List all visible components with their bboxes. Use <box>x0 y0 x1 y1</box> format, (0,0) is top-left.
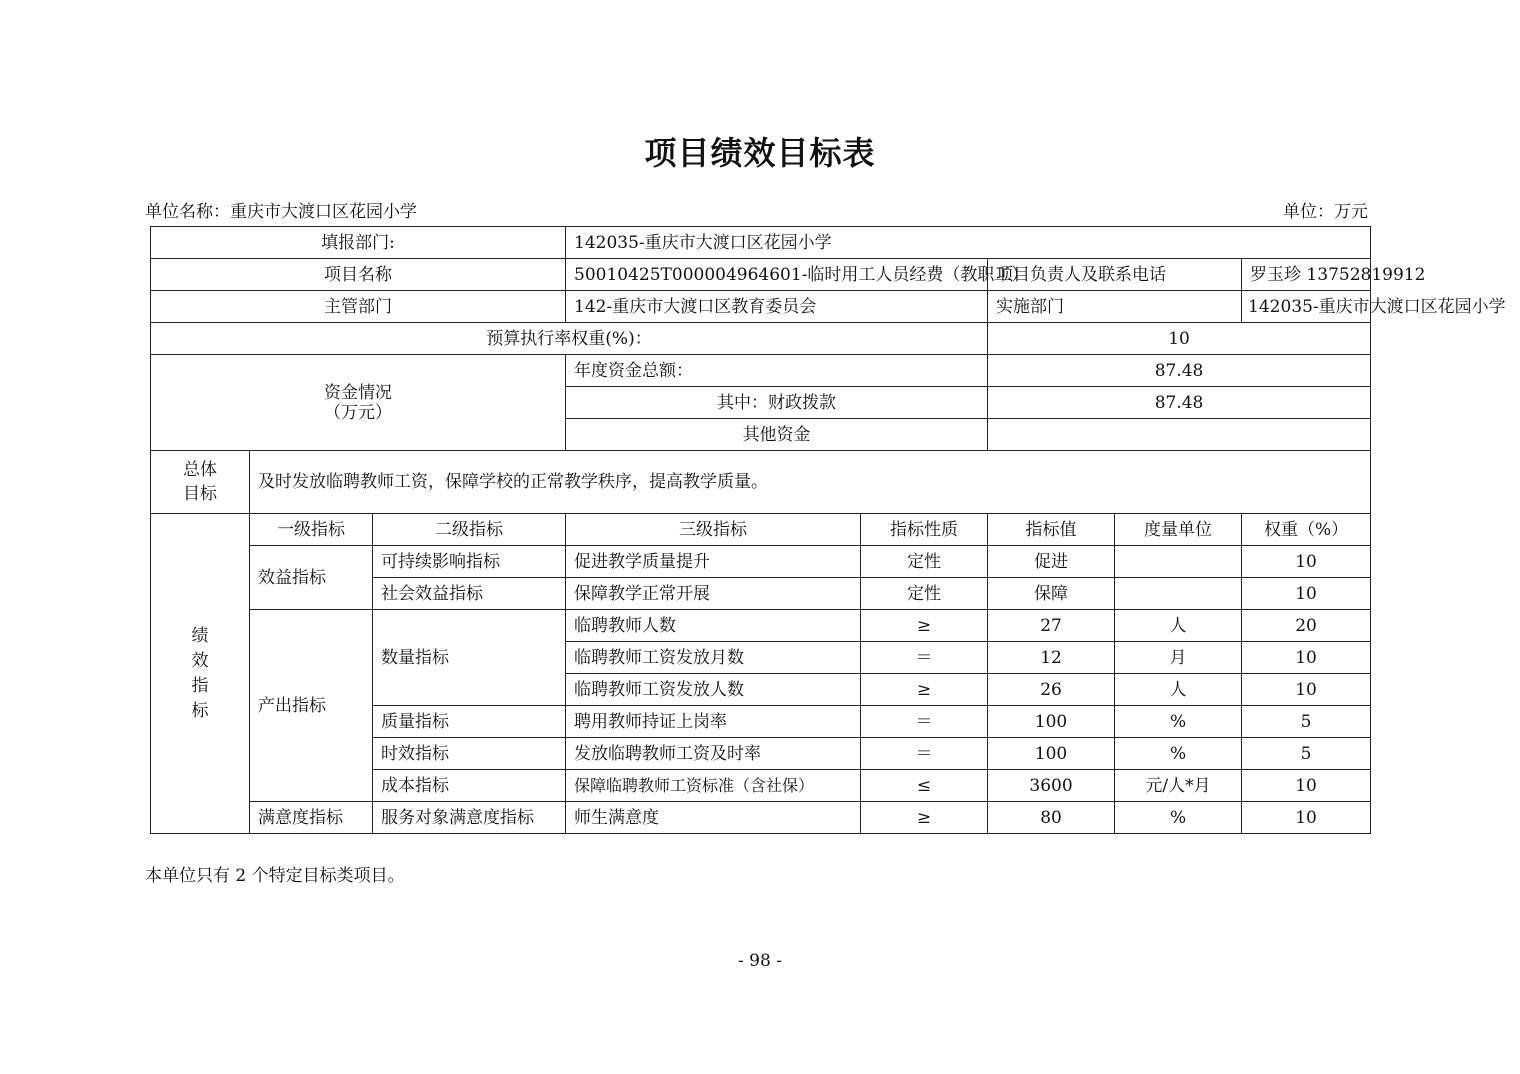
level3-name: 发放临聘教师工资及时率 <box>566 738 861 770</box>
supervisor-label: 主管部门 <box>151 291 566 323</box>
funds-label-line1: 资金情况 <box>324 382 393 403</box>
project-name-label: 项目名称 <box>151 259 566 291</box>
indicator-unit <box>1115 546 1242 578</box>
perf-label-char: 指 <box>191 675 209 696</box>
project-name-value: 50010425T000004964601-临时用工人员经费（教职工） <box>566 259 988 291</box>
level1-benefit: 效益指标 <box>250 546 373 610</box>
header-level3: 三级指标 <box>566 514 861 546</box>
level2-quantity: 数量指标 <box>373 610 566 706</box>
indicator-nature: ≤ <box>861 770 988 802</box>
level3-name: 促进教学质量提升 <box>566 546 861 578</box>
leader-value: 罗玉珍 13752819912 <box>1242 259 1371 291</box>
indicator-nature: ≥ <box>861 610 988 642</box>
impl-dept-value: 142035-重庆市大渡口区花园小学 <box>1242 291 1371 323</box>
table-row <box>151 259 1371 291</box>
funds-label-line2: （万元） <box>324 402 393 423</box>
header-level1: 一级指标 <box>250 514 373 546</box>
performance-target-table <box>150 226 1506 834</box>
indicator-weight: 5 <box>1242 706 1371 738</box>
header-level2: 二级指标 <box>373 514 566 546</box>
header-unit: 度量单位 <box>1115 514 1242 546</box>
funds-fiscal-label: 其中：财政拨款 <box>566 387 988 419</box>
impl-dept-label: 实施部门 <box>988 291 1242 323</box>
page-number: - 98 - <box>738 951 782 971</box>
indicator-unit: 元/人*月 <box>1115 770 1242 802</box>
level3-name: 师生满意度 <box>566 802 861 834</box>
header-nature: 指标性质 <box>861 514 988 546</box>
indicator-nature: ＝ <box>861 642 988 674</box>
indicator-weight: 10 <box>1242 674 1371 706</box>
fill-dept-value: 142035-重庆市大渡口区花园小学 <box>566 227 1371 259</box>
level1-output: 产出指标 <box>250 610 373 802</box>
indicator-value: 100 <box>988 738 1115 770</box>
indicator-unit: 人 <box>1115 674 1242 706</box>
indicator-value: 12 <box>988 642 1115 674</box>
indicator-nature: ≥ <box>861 802 988 834</box>
budget-rate-value: 10 <box>988 323 1371 355</box>
indicator-value: 保障 <box>988 578 1115 610</box>
indicator-weight: 5 <box>1242 738 1371 770</box>
level3-name: 聘用教师持证上岗率 <box>566 706 861 738</box>
indicator-weight: 10 <box>1242 578 1371 610</box>
table-row <box>151 514 1371 546</box>
indicator-weight: 10 <box>1242 546 1371 578</box>
table-row <box>151 610 1371 642</box>
funds-label <box>151 355 566 451</box>
budget-rate-label: 预算执行率权重(%)： <box>151 323 988 355</box>
level3-name: 临聘教师工资发放人数 <box>566 674 861 706</box>
funds-fiscal-value: 87.48 <box>988 387 1371 419</box>
goal-label-line2: 目标 <box>183 484 217 504</box>
level2-service: 服务对象满意度指标 <box>373 802 566 834</box>
indicator-weight: 10 <box>1242 802 1371 834</box>
supervisor-value: 142-重庆市大渡口区教育委员会 <box>566 291 988 323</box>
indicator-value: 3600 <box>988 770 1115 802</box>
funds-other-label: 其他资金 <box>566 419 988 451</box>
table-row <box>151 802 1371 834</box>
level2-quality: 质量指标 <box>373 706 566 738</box>
indicator-weight: 10 <box>1242 770 1371 802</box>
indicator-unit: 月 <box>1115 642 1242 674</box>
level3-name: 临聘教师工资发放月数 <box>566 642 861 674</box>
level3-name: 保障临聘教师工资标准（含社保） <box>566 770 861 802</box>
header-value: 指标值 <box>988 514 1115 546</box>
header-weight: 权重（%） <box>1242 514 1371 546</box>
funds-total-value: 87.48 <box>988 355 1371 387</box>
indicator-value: 促进 <box>988 546 1115 578</box>
indicator-unit: % <box>1115 802 1242 834</box>
table-row <box>151 546 1371 578</box>
table-row <box>151 355 1371 387</box>
indicator-value: 80 <box>988 802 1115 834</box>
perf-label <box>151 514 250 834</box>
fill-dept-label: 填报部门: <box>151 227 566 259</box>
table-row <box>151 291 1371 323</box>
indicator-value: 26 <box>988 674 1115 706</box>
indicator-unit: % <box>1115 706 1242 738</box>
indicator-unit: 人 <box>1115 610 1242 642</box>
level2-sustain: 可持续影响指标 <box>373 546 566 578</box>
level3-name: 临聘教师人数 <box>566 610 861 642</box>
indicator-weight: 10 <box>1242 642 1371 674</box>
leader-label: 项目负责人及联系电话 <box>988 259 1242 291</box>
goal-label <box>151 451 250 514</box>
indicator-value: 100 <box>988 706 1115 738</box>
goal-text: 及时发放临聘教师工资，保障学校的正常教学秩序，提高教学质量。 <box>250 451 1371 514</box>
indicator-nature: ≥ <box>861 674 988 706</box>
table-row <box>151 451 1371 514</box>
level2-cost: 成本指标 <box>373 770 566 802</box>
indicator-unit <box>1115 578 1242 610</box>
level2-timeliness: 时效指标 <box>373 738 566 770</box>
indicator-nature: ＝ <box>861 738 988 770</box>
level3-name: 保障教学正常开展 <box>566 578 861 610</box>
indicator-nature: ＝ <box>861 706 988 738</box>
level2-social: 社会效益指标 <box>373 578 566 610</box>
table-row <box>151 323 1371 355</box>
level1-satisfaction: 满意度指标 <box>250 802 373 834</box>
perf-label-char: 效 <box>191 650 209 671</box>
page-title: 项目绩效目标表 <box>644 134 876 172</box>
indicator-value: 27 <box>988 610 1115 642</box>
unit-name: 单位名称：重庆市大渡口区花园小学 <box>145 202 417 222</box>
unit-label: 单位：万元 <box>1283 202 1368 222</box>
perf-label-char: 标 <box>191 700 209 721</box>
indicator-unit: % <box>1115 738 1242 770</box>
indicator-nature: 定性 <box>861 578 988 610</box>
goal-label-line1: 总体 <box>183 460 217 480</box>
funds-other-value <box>988 419 1371 451</box>
footnote: 本单位只有 2 个特定目标类项目。 <box>145 866 405 886</box>
funds-total-label: 年度资金总额： <box>566 355 988 387</box>
perf-label-char: 绩 <box>191 625 209 646</box>
indicator-nature: 定性 <box>861 546 988 578</box>
table-row <box>151 227 1371 259</box>
indicator-weight: 20 <box>1242 610 1371 642</box>
